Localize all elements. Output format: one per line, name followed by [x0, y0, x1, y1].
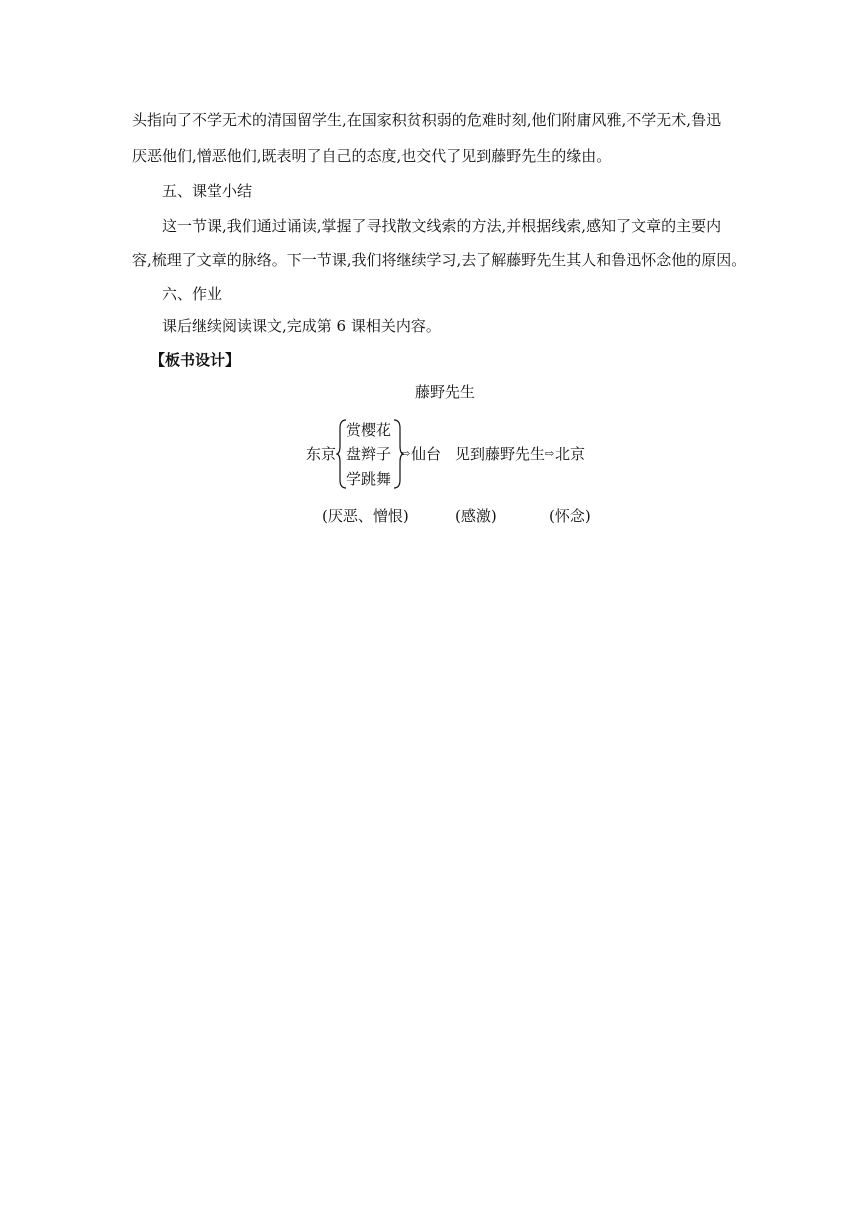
paragraph-line: 这一节课,我们通过诵读,掌握了寻找散文线索的方法,并根据线索,感知了文章的主要内	[162, 217, 722, 235]
board-item: 赏樱花	[346, 421, 392, 439]
board-emotion: (怀念)	[549, 507, 591, 525]
arrow-right-icon: ⇨	[401, 447, 411, 460]
arrow-right-icon: ⇨	[545, 447, 555, 460]
board-emotion: (感激)	[455, 507, 497, 525]
homework-text: 课后继续阅读课文,完成第 6 课相关内容。	[162, 317, 441, 335]
board-emotion: (厌恶、憎恨)	[322, 507, 409, 525]
section-heading-summary: 五、课堂小结	[162, 182, 253, 200]
paragraph-line: 容,梳理了文章的脉络。下一节课,我们将继续学习,去了解藤野先生其人和鲁迅怀念他的原因。	[132, 251, 747, 269]
board-place-sendai: 仙台	[411, 445, 442, 463]
paragraph-line: 头指向了不学无术的清国留学生,在国家积贫积弱的危难时刻,他们附庸风雅,不学无术,鲁迅	[132, 111, 722, 129]
board-design-heading: 【板书设计】	[150, 351, 241, 369]
paragraph-line: 厌恶他们,憎恶他们,既表明了自己的态度,也交代了见到藤野先生的缘由。	[132, 147, 612, 165]
board-place-tokyo: 东京	[306, 445, 337, 463]
board-item: 学跳舞	[346, 470, 392, 488]
section-heading-homework: 六、作业	[162, 285, 223, 303]
board-item: 盘辫子	[346, 445, 392, 463]
board-place-beijing: 北京	[555, 445, 586, 463]
board-meet-text: 见到藤野先生	[455, 445, 546, 463]
board-title: 藤野先生	[414, 383, 475, 401]
